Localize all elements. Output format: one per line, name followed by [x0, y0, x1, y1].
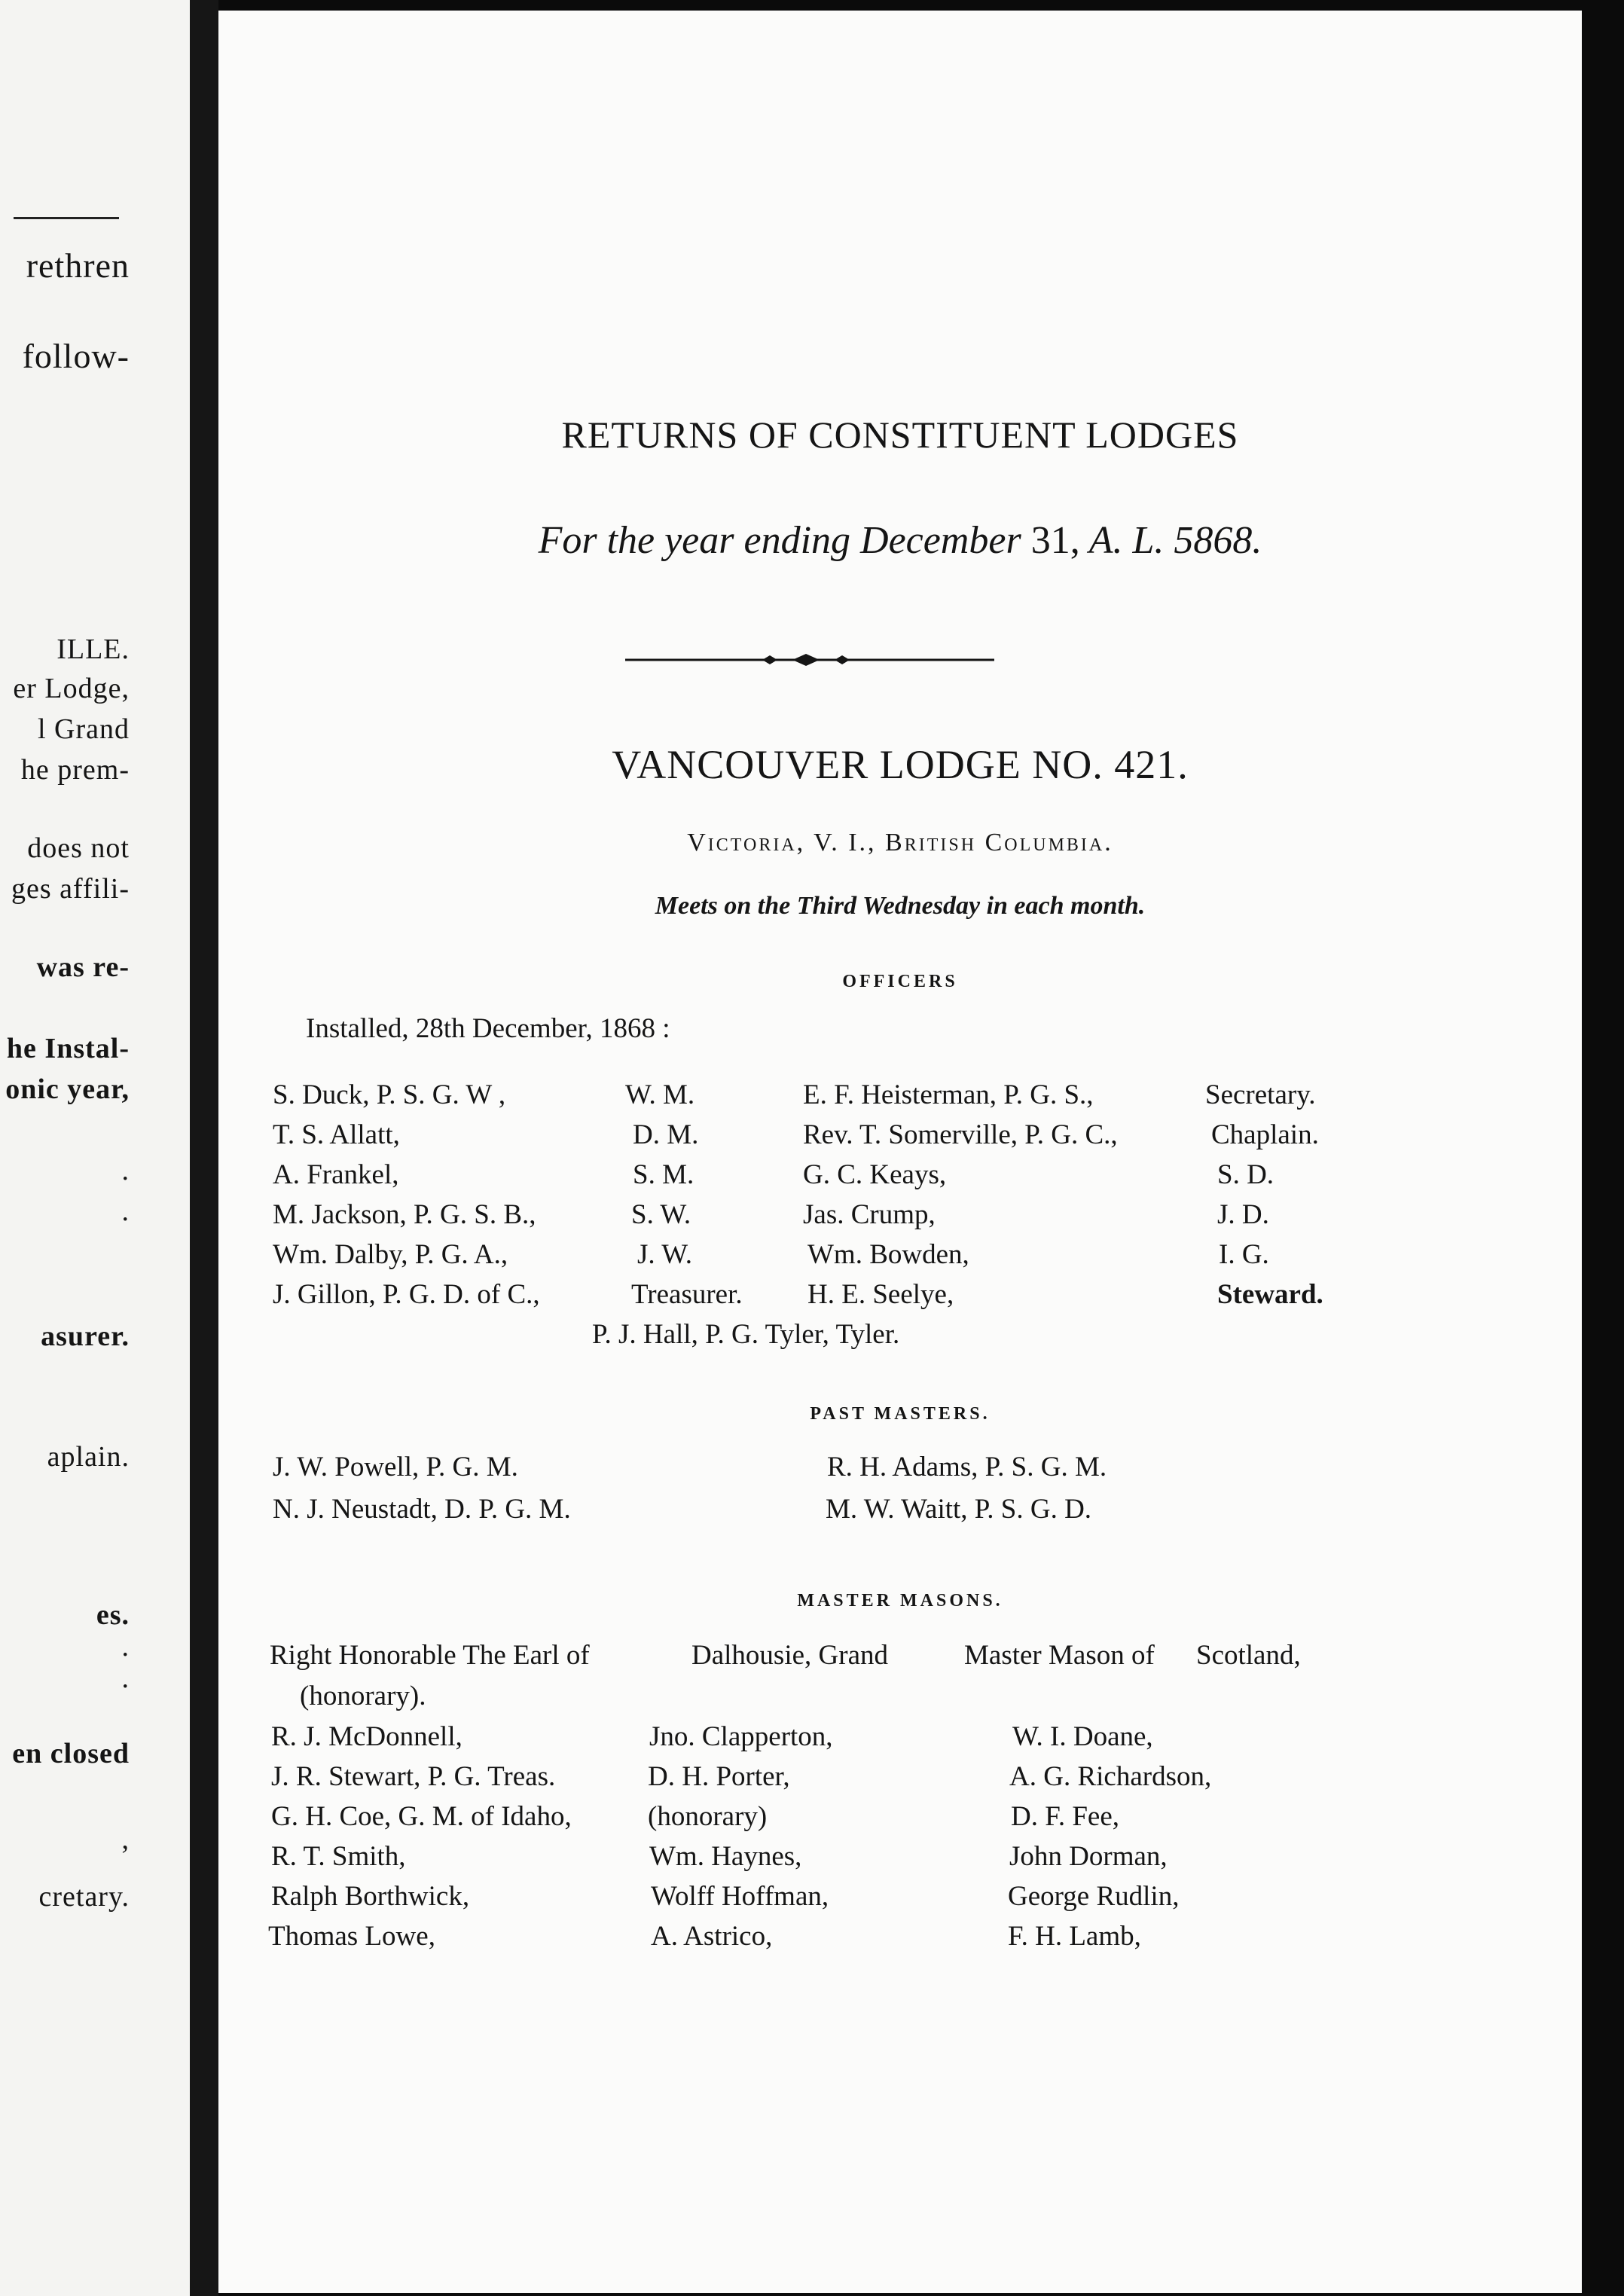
officers-heading: OFFICERS: [842, 972, 958, 991]
page-title: RETURNS OF CONSTITUENT LODGES: [561, 414, 1239, 456]
master-mason: W. I. Doane,: [1012, 1721, 1153, 1752]
master-masons-heading: MASTER MASONS.: [797, 1591, 1003, 1611]
officer-office: S. M.: [633, 1159, 694, 1190]
master-mason: George Rudlin,: [1008, 1881, 1180, 1912]
honorary-member: Dalhousie, Grand: [691, 1640, 888, 1671]
ornament-divider: [625, 652, 994, 667]
subtitle-day: 31,: [1030, 519, 1080, 562]
subtitle-prefix: For the year ending December: [538, 519, 1021, 562]
document-page: [218, 11, 1582, 2293]
facing-text: was re-: [36, 951, 130, 983]
officer-office: Steward.: [1217, 1279, 1323, 1310]
facing-text: l Grand: [37, 713, 130, 745]
book-gutter: [190, 0, 218, 2296]
officer-office: Secretary.: [1205, 1079, 1316, 1110]
officer-office: S. W.: [631, 1199, 691, 1230]
facing-text: ILLE.: [56, 634, 130, 665]
master-mason: Wolff Hoffman,: [651, 1881, 829, 1912]
officer-office: I. G.: [1219, 1239, 1269, 1270]
officer-name: H. E. Seelye,: [807, 1279, 954, 1310]
officer-name: T. S. Allatt,: [273, 1119, 400, 1150]
facing-text: onic year,: [5, 1073, 130, 1105]
master-mason: R. T. Smith,: [271, 1841, 406, 1872]
honorary-member: Scotland,: [1196, 1640, 1301, 1671]
past-masters-heading: PAST MASTERS.: [810, 1404, 991, 1424]
honorary-member: Master Mason of: [964, 1640, 1155, 1671]
facing-text: .: [121, 1631, 130, 1662]
facing-page-fragment: [0, 0, 190, 2296]
past-master: M. W. Waitt, P. S. G. D.: [826, 1494, 1092, 1525]
officer-office: J. D.: [1217, 1199, 1269, 1230]
officer-name: J. Gillon, P. G. D. of C.,: [273, 1279, 540, 1310]
master-mason: A. G. Richardson,: [1009, 1761, 1212, 1792]
past-master: J. W. Powell, P. G. M.: [273, 1452, 518, 1482]
master-mason: Ralph Borthwick,: [271, 1881, 470, 1912]
facing-text: cretary.: [38, 1881, 130, 1913]
officer-office: D. M.: [633, 1119, 699, 1150]
officer-name: S. Duck, P. S. G. W ,: [273, 1079, 506, 1110]
officer-office: W. M.: [625, 1079, 695, 1110]
master-mason: R. J. McDonnell,: [271, 1721, 462, 1752]
facing-text: rethren: [26, 246, 130, 285]
master-mason: D. F. Fee,: [1011, 1801, 1120, 1832]
ornament-diamond: [762, 655, 777, 664]
honorary-member: (honorary).: [300, 1681, 426, 1711]
master-mason: Wm. Haynes,: [649, 1841, 802, 1872]
past-master: N. J. Neustadt, D. P. G. M.: [273, 1494, 571, 1525]
facing-text: en closed: [12, 1738, 130, 1769]
officer-office: Treasurer.: [631, 1279, 743, 1310]
facing-text: .: [121, 1195, 130, 1227]
facing-text: aplain.: [47, 1441, 130, 1473]
facing-text: ,: [121, 1824, 130, 1855]
officer-name: M. Jackson, P. G. S. B.,: [273, 1199, 536, 1230]
facing-text: he Instal-: [6, 1033, 130, 1064]
facing-text: .: [121, 1155, 130, 1186]
officer-name: G. C. Keays,: [803, 1159, 947, 1190]
page-subtitle: [218, 518, 1582, 563]
lodge-meeting-schedule: Meets on the Third Wednesday in each month.: [655, 892, 1146, 920]
officer-name: Wm. Bowden,: [807, 1239, 969, 1270]
ornament-diamond: [835, 655, 850, 664]
master-mason: (honorary): [648, 1801, 768, 1832]
master-mason: A. Astrico,: [651, 1921, 773, 1952]
officer-name: A. Frankel,: [273, 1159, 399, 1190]
facing-page-rule: [14, 217, 119, 219]
tyler-line: P. J. Hall, P. G. Tyler, Tyler.: [592, 1319, 900, 1350]
officer-name: E. F. Heisterman, P. G. S.,: [803, 1079, 1094, 1110]
facing-text: follow-: [22, 337, 130, 375]
facing-text: er Lodge,: [13, 673, 130, 704]
honorary-member: Right Honorable The Earl of: [270, 1640, 590, 1671]
facing-text: es.: [96, 1599, 130, 1631]
installed-date: Installed, 28th December, 1868 :: [306, 1013, 670, 1044]
lodge-location: Victoria, V. I., British Columbia.: [687, 829, 1113, 856]
master-mason: J. R. Stewart, P. G. Treas.: [271, 1761, 556, 1792]
facing-text: .: [121, 1662, 130, 1694]
officer-name: Rev. T. Somerville, P. G. C.,: [803, 1119, 1118, 1150]
facing-text: he prem-: [20, 754, 130, 786]
master-mason: F. H. Lamb,: [1008, 1921, 1141, 1952]
facing-text: ges affili-: [11, 873, 130, 905]
master-mason: D. H. Porter,: [648, 1761, 790, 1792]
master-mason: Thomas Lowe,: [268, 1921, 435, 1952]
subtitle-suffix: A. L. 5868.: [1088, 519, 1262, 562]
master-mason: John Dorman,: [1009, 1841, 1168, 1872]
master-mason: G. H. Coe, G. M. of Idaho,: [271, 1801, 572, 1832]
officer-name: Wm. Dalby, P. G. A.,: [273, 1239, 508, 1270]
officer-name: Jas. Crump,: [803, 1199, 936, 1230]
officer-office: Chaplain.: [1211, 1119, 1319, 1150]
ornament-diamond: [792, 654, 820, 666]
officer-office: S. D.: [1217, 1159, 1274, 1190]
past-master: R. H. Adams, P. S. G. M.: [827, 1452, 1107, 1482]
officer-office: J. W.: [637, 1239, 693, 1270]
facing-text: asurer.: [41, 1321, 130, 1352]
lodge-name: VANCOUVER LODGE NO. 421.: [612, 742, 1189, 787]
facing-text: does not: [27, 832, 130, 864]
master-mason: Jno. Clapperton,: [649, 1721, 833, 1752]
